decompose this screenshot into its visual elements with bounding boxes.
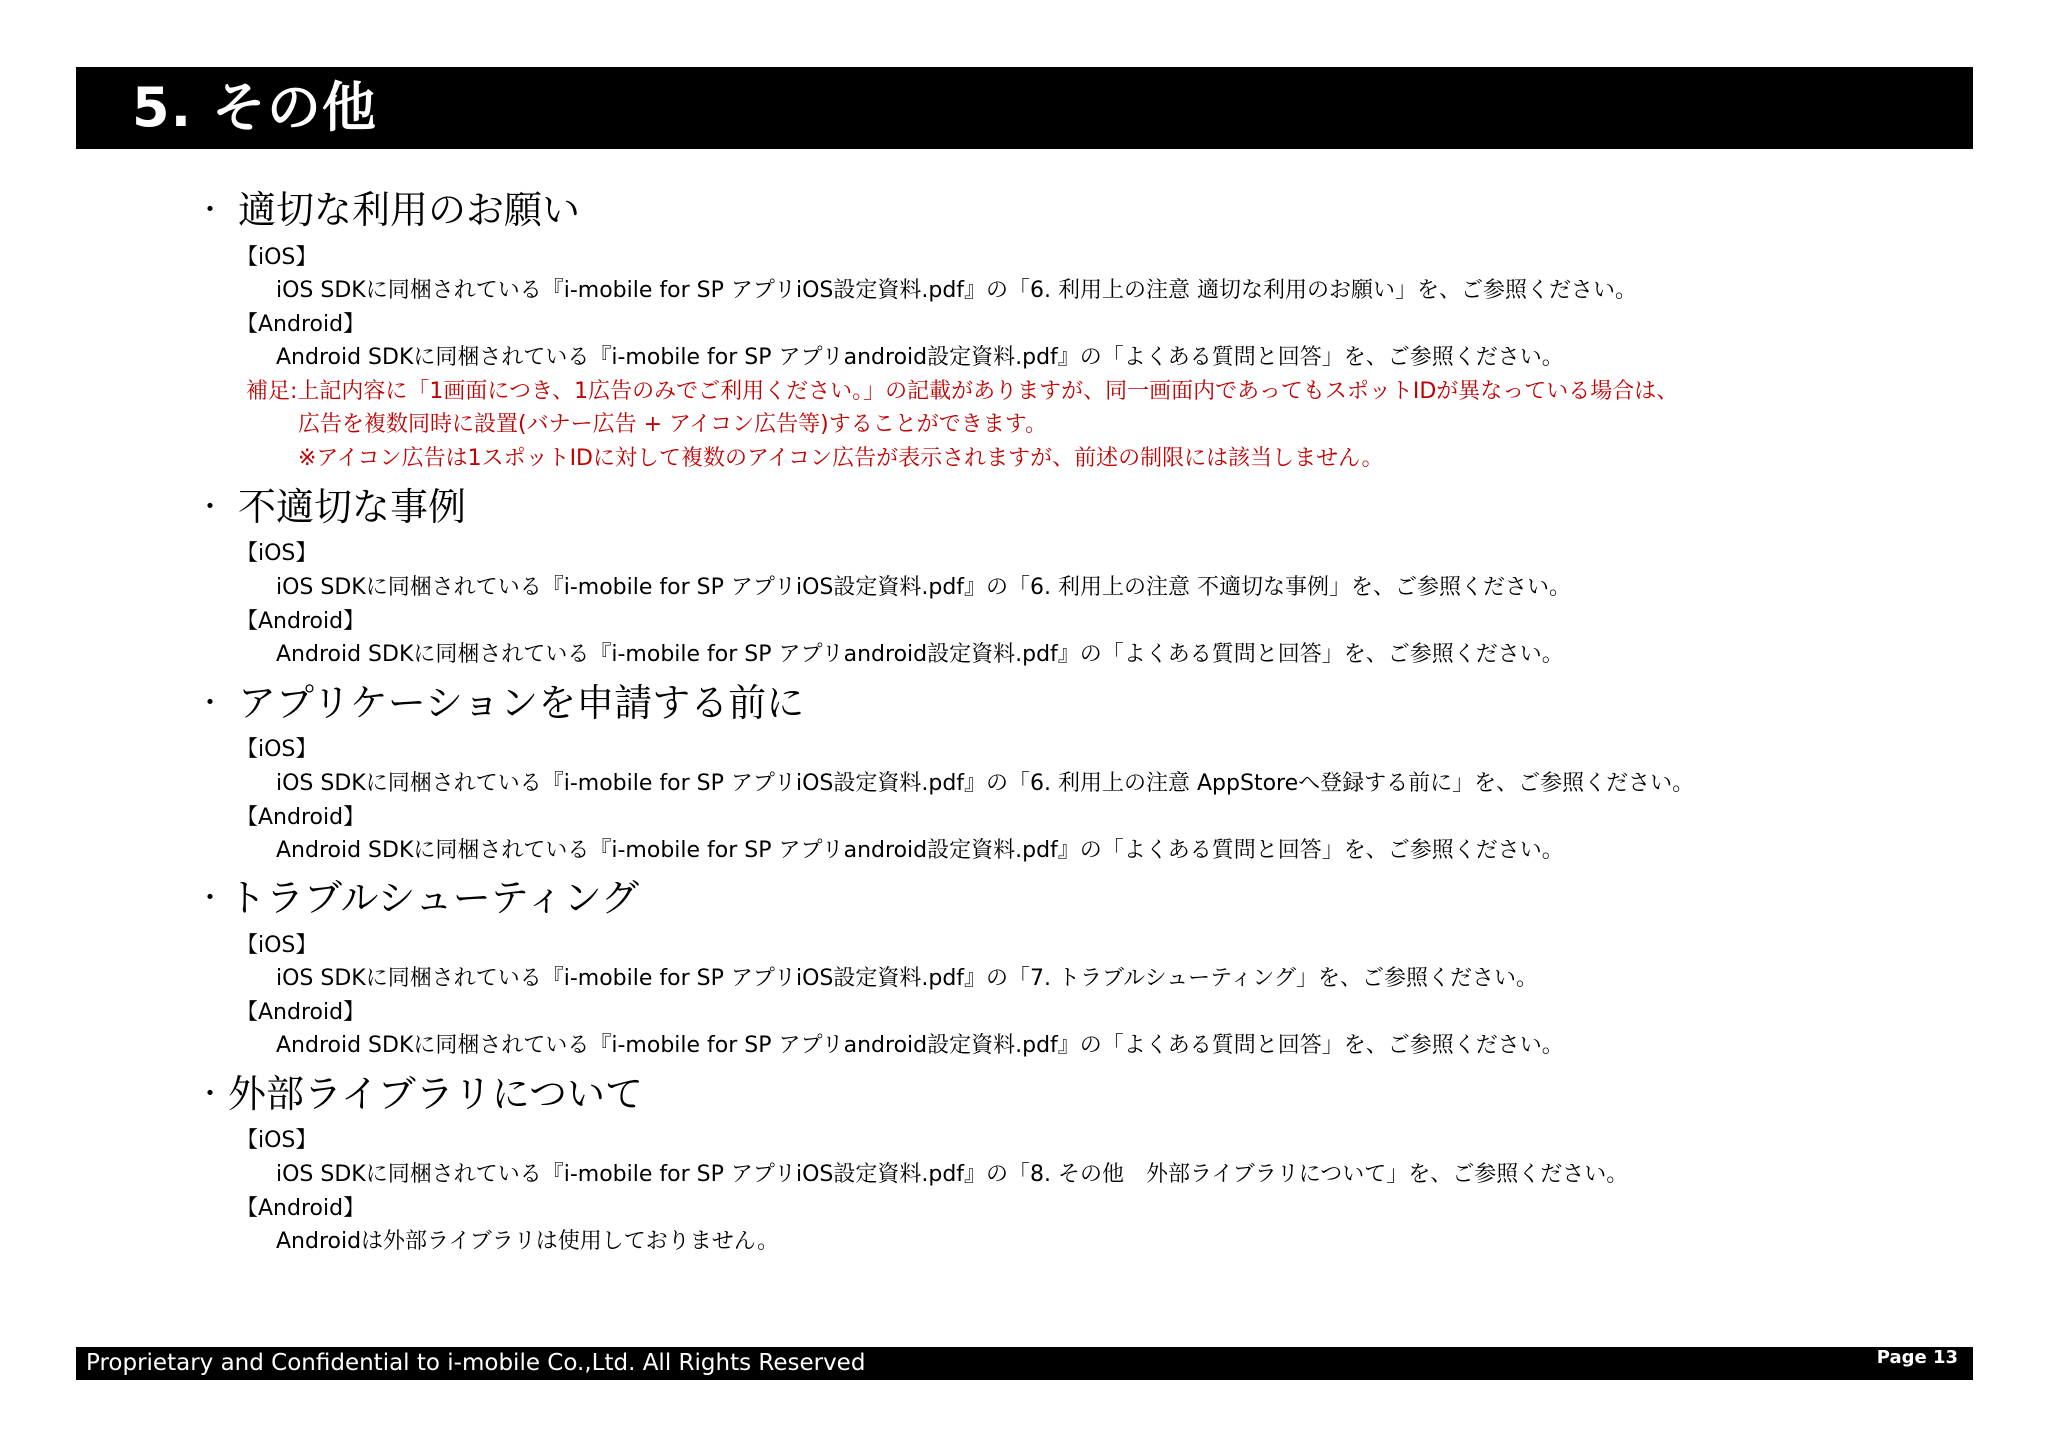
- android-tag: 【Android】: [236, 609, 366, 634]
- section-heading-appropriate-use: [196, 188, 581, 232]
- bullet-icon: ・: [196, 881, 225, 914]
- ios-tag: 【iOS】: [236, 541, 318, 566]
- bullet-icon: ・: [196, 490, 225, 523]
- ios-text: iOS SDKに同梱されている『i-mobile for SP アプリiOS設定資料.pdf』の「7. トラブルシューティング」を、ご参照ください。: [276, 966, 1538, 991]
- ios-text: iOS SDKに同梱されている『i-mobile for SP アプリiOS設定資料.pdf』の「8. その他 外部ライブラリについて」を、ご参照ください。: [276, 1162, 1629, 1187]
- android-text: Android SDKに同梱されている『i-mobile for SP アプリandroid設定資料.pdf』の「よくある質問と回答」を、ご参照ください。: [276, 345, 1564, 370]
- bullet-icon: ・: [196, 686, 225, 719]
- section-heading-inappropriate-cases: [196, 485, 467, 529]
- android-text: Android SDKに同梱されている『i-mobile for SP アプリandroid設定資料.pdf』の「よくある質問と回答」を、ご参照ください。: [276, 642, 1564, 667]
- bullet-icon: ・: [196, 193, 225, 226]
- ios-tag: 【iOS】: [236, 737, 318, 762]
- section-heading-text: トラブルシューティング: [228, 876, 639, 920]
- ios-tag: 【iOS】: [236, 1128, 318, 1153]
- note-line: ※アイコン広告は1スポットIDに対して複数のアイコン広告が表示されますが、前述の制限には該当しません。: [298, 446, 1384, 471]
- android-text: Android SDKに同梱されている『i-mobile for SP アプリandroid設定資料.pdf』の「よくある質問と回答」を、ご参照ください。: [276, 1033, 1564, 1058]
- copyright-text: Proprietary and Confidential to i-mobile Co.,Ltd. All Rights Reserved: [86, 1350, 866, 1376]
- section-heading-troubleshooting: [196, 876, 639, 920]
- section-heading-external-libraries: [196, 1072, 643, 1116]
- section-heading-text: 適切な利用のお願い: [238, 188, 581, 232]
- ios-tag: 【iOS】: [236, 933, 318, 958]
- footer-bar: [76, 1347, 1973, 1380]
- page-number: Page 13: [1876, 1347, 1958, 1368]
- android-tag: 【Android】: [236, 1196, 366, 1221]
- android-tag: 【Android】: [236, 1000, 366, 1025]
- section-heading-text: 外部ライブラリについて: [228, 1072, 643, 1116]
- page-title: 5. その他: [132, 76, 377, 139]
- bullet-icon: ・: [196, 1077, 225, 1110]
- ios-text: iOS SDKに同梱されている『i-mobile for SP アプリiOS設定資料.pdf』の「6. 利用上の注意 AppStoreへ登録する前に」を、ご参照ください。: [276, 771, 1695, 796]
- ios-tag: 【iOS】: [236, 245, 318, 270]
- ios-text: iOS SDKに同梱されている『i-mobile for SP アプリiOS設定資料.pdf』の「6. 利用上の注意 適切な利用のお願い」を、ご参照ください。: [276, 278, 1638, 303]
- note-line: 広告を複数同時に設置(バナー広告 + アイコン広告等)することができます。: [298, 412, 1047, 437]
- android-text: Androidは外部ライブラリは使用しておりません。: [276, 1229, 780, 1254]
- section-heading-text: 不適切な事例: [238, 485, 467, 529]
- android-tag: 【Android】: [236, 312, 366, 337]
- android-tag: 【Android】: [236, 805, 366, 830]
- section-heading-before-submission: [196, 681, 805, 725]
- section-heading-text: アプリケーションを申請する前に: [238, 681, 805, 725]
- android-text: Android SDKに同梱されている『i-mobile for SP アプリandroid設定資料.pdf』の「よくある質問と回答」を、ご参照ください。: [276, 838, 1564, 863]
- note-line: 補足:上記内容に「1画面につき、1広告のみでご利用ください。」の記載がありますが、同一画面内であってもスポットIDが異なっている場合は、: [246, 379, 1679, 404]
- ios-text: iOS SDKに同梱されている『i-mobile for SP アプリiOS設定資料.pdf』の「6. 利用上の注意 不適切な事例」を、ご参照ください。: [276, 575, 1572, 600]
